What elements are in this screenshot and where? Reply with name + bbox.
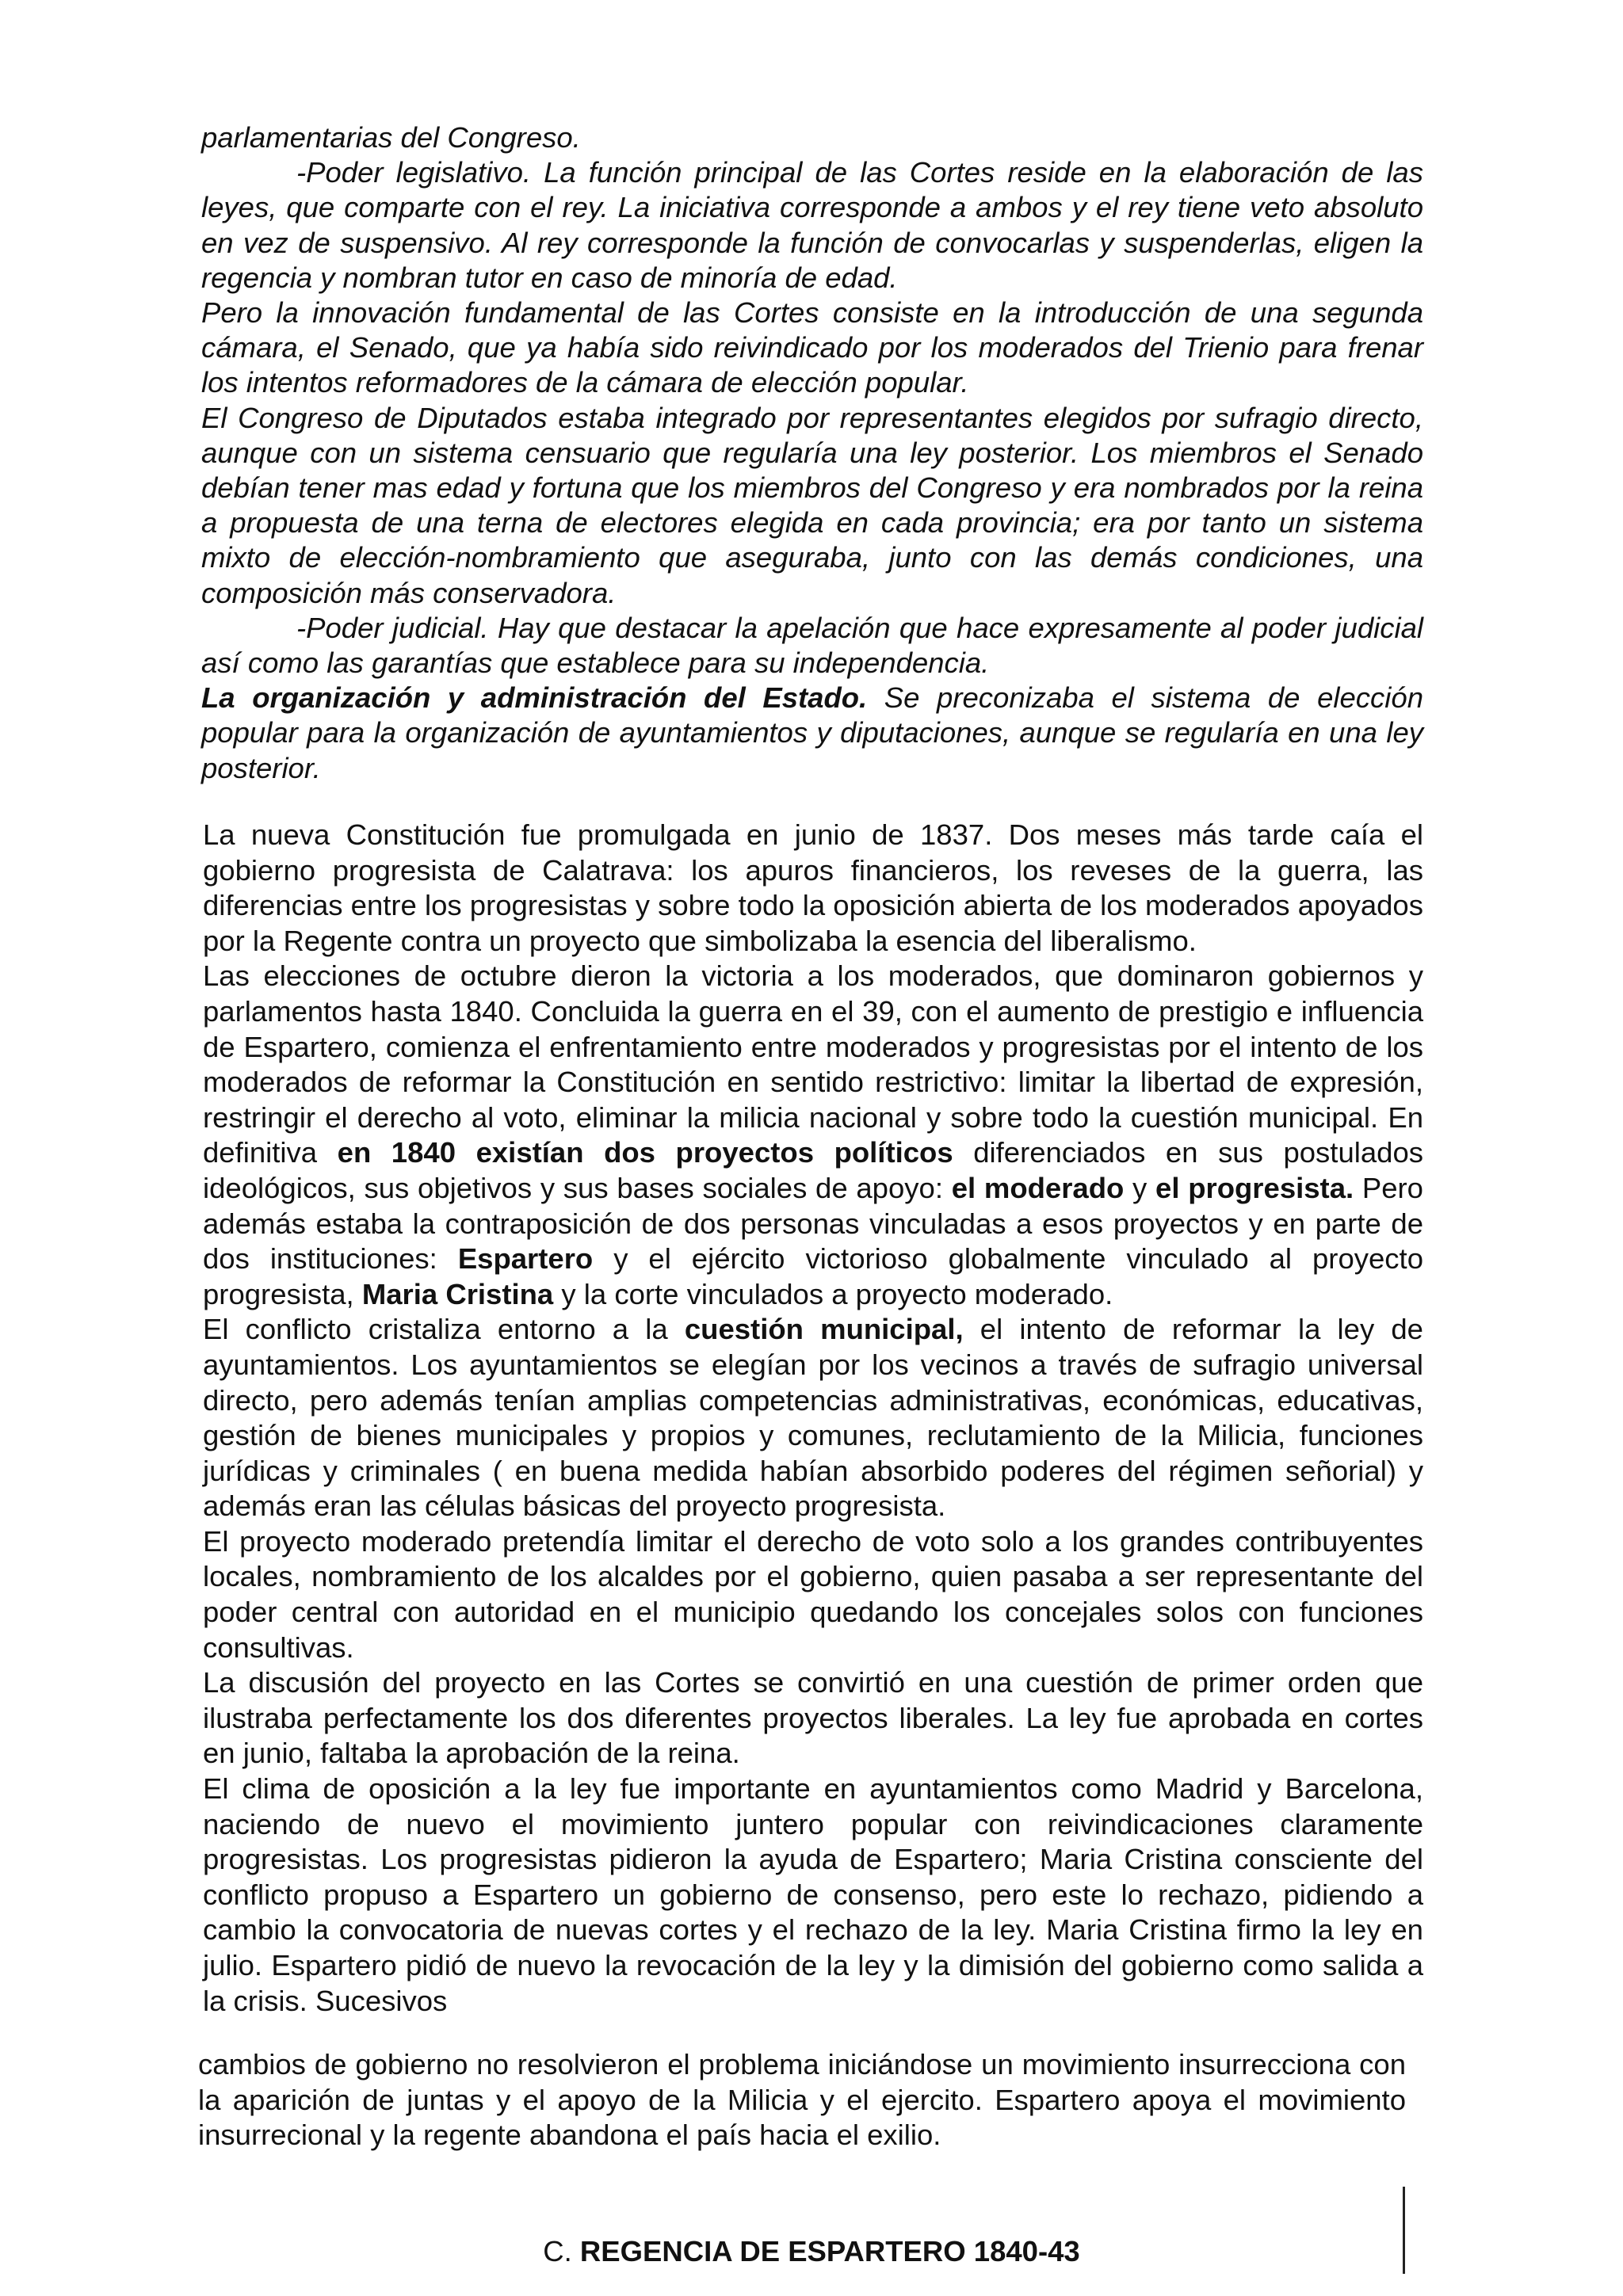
text-run: El conflicto cristaliza entorno a la	[203, 1313, 685, 1346]
paragraph-poder-judicial: -Poder judicial. Hay que destacar la apelación que hace expresamente al poder judicial así como las garantías que establece para su independencia.	[201, 611, 1423, 680]
heading-prefix: C.	[543, 2235, 580, 2267]
text-run: y el ejército victorioso globalmente vinculado al proyecto progresista,	[203, 1242, 1423, 1310]
bold-run: Maria Cristina	[361, 1277, 554, 1310]
paragraph-congreso-tail: parlamentarias del Congreso.	[201, 121, 581, 154]
paragraph-conflicto-municipal	[203, 1312, 1423, 1524]
bold-run: el progresista.	[1155, 1171, 1354, 1204]
bold-run: el moderado	[951, 1171, 1125, 1204]
paragraph-discusion-cortes: La discusión del proyecto en las Cortes se convirtió en una cuestión de primer orden que ilustraba perfectamente los dos diferentes proyectos liberales. La ley fue aprobada en cortes en junio, faltaba la aprobación de la reina.	[203, 1666, 1423, 1770]
paragraph-organizacion-estado	[201, 681, 1423, 786]
heading-title: REGENCIA DE ESPARTERO 1840-43	[579, 2235, 1080, 2267]
text-run: Pero además estaba la contraposición de dos personas vinculadas a esos proyectos y en parte de dos instituciones:	[203, 1171, 1423, 1276]
text-run: diferenciados en sus postulados ideológicos, sus objetivos y sus bases sociales de apoyo:	[203, 1136, 1423, 1204]
paragraph-constitucion-promulgada: La nueva Constitución fue promulgada en junio de 1837. Dos meses más tarde caía el gobierno progresista de Calatrava: los apuros financieros, los reveses de la guerra, las diferencias entre los progresistas y sobre todo la oposición abierta de los moderados apoyados por la Regente contra un proyecto que simbolizaba la esencia del liberalismo.	[203, 818, 1423, 957]
bold-run: cuestión municipal,	[684, 1313, 964, 1346]
paragraph-congreso-diputados: El Congreso de Diputados estaba integrado por representantes elegidos por sufragio directo, aunque con un sistema censuario que regularía una ley posterior. Los miembros el Senado debían tener mas edad y fortuna que los miembros del Congreso y era nombrados por la reina a propuesta de una terna de electores elegida en cada provincia; era por tanto un sistema mixto de elección-nombramiento que aseguraba, junto con las demás condiciones, una composición más conservadora.	[201, 401, 1423, 609]
organizacion-estado-heading: La organización y administración del Estado.	[201, 681, 868, 715]
paragraph-poder-legislativo: -Poder legislativo. La función principal de las Cortes reside en la elaboración de las leyes, que comparte con el rey. La iniciativa corresponde a ambos y el rey tiene veto absoluto en vez de suspensivo. Al rey corresponde la función de convocarlas y suspenderlas, eligen la regencia y nombran tutor en caso de minoría de edad.	[201, 156, 1423, 294]
text-run: y la corte vinculados a proyecto moderado.	[553, 1277, 1113, 1310]
paragraph-senado-innovation: Pero la innovación fundamental de las Cortes consiste en la introducción de una segunda cámara, el Senado, que ya había sido reivindicado por los moderados del Trienio para frenar los intentos reformadores de la cámara de elección popular.	[201, 296, 1423, 399]
organizacion-estado-text: Se preconizaba el sistema de elección popular para la organización de ayuntamientos y diputaciones, aunque se regularía en una ley posterior.	[201, 681, 1423, 784]
bold-run: Espartero	[457, 1242, 594, 1276]
paragraph-cambios-gobierno: cambios de gobierno no resolvieron el problema iniciándose un movimiento insurrecciona con la aparición de juntas y el apoyo de la Milicia y el ejercito. Espartero apoya el movimiento insurrecional y la regente abandona el país hacia el exilio.	[198, 2048, 1406, 2152]
paragraph-elecciones-octubre	[203, 959, 1423, 1312]
body-section	[203, 818, 1423, 2019]
bold-run: en 1840 existían dos proyectos políticos	[337, 1136, 953, 1169]
italic-section	[201, 120, 1423, 786]
paragraph-proyecto-moderado: El proyecto moderado pretendía limitar el derecho de voto solo a los grandes contribuyentes locales, nombramiento de los alcaldes por el gobierno, quien pasaba a ser representante del poder central con autoridad en el municipio quedando los concejales solos con funciones consultivas.	[203, 1524, 1423, 1664]
tail-section	[198, 2047, 1406, 2153]
text-run: Las elecciones de octubre dieron la victoria a los moderados, que dominaron gobiernos y parlamentos hasta 1840. Concluida la guerra en el 39, con el aumento de prestigio e influencia de Espartero, comienza el enfrentamiento entre moderados y progresistas por el intento de los moderados de reformar la Constitución en sentido restrictivo: limitar la libertad de expresión, restringir el derecho al voto, eliminar la milicia nacional y sobre todo la cuestión municipal. En definitiva	[203, 959, 1423, 1169]
paragraph-clima-oposicion: El clima de oposición a la ley fue importante en ayuntamientos como Madrid y Barcelona, naciendo de nuevo el movimiento juntero popular con reivindicaciones claramente progresistas. Los progresistas pidieron la ayuda de Espartero; Maria Cristina consciente del conflicto propuso a Espartero un gobierno de consenso, pero este lo rechazo, pidiendo a cambio la convocatoria de nuevas cortes y el rechazo de la ley. Maria Cristina firmo la ley en julio. Espartero pidió de nuevo la revocación de la ley y la dimisión del gobierno como salida a la crisis. Sucesivos	[203, 1772, 1423, 2017]
text-run: y	[1124, 1171, 1156, 1204]
section-heading-regencia	[0, 2234, 1623, 2269]
text-run: el intento de reformar la ley de ayuntamientos. Los ayuntamientos se elegían por los vecinos a través de sufragio universal directo, pero además tenían amplias competencias administrativas, económicas, educativas, gestión de bienes municipales y propios y comunes, reclutamiento de la Milicia, funciones jurídicas y criminales ( en buena medida habían absorbido poderes del régimen señorial) y además eran las células básicas del proyecto progresista.	[203, 1313, 1423, 1523]
